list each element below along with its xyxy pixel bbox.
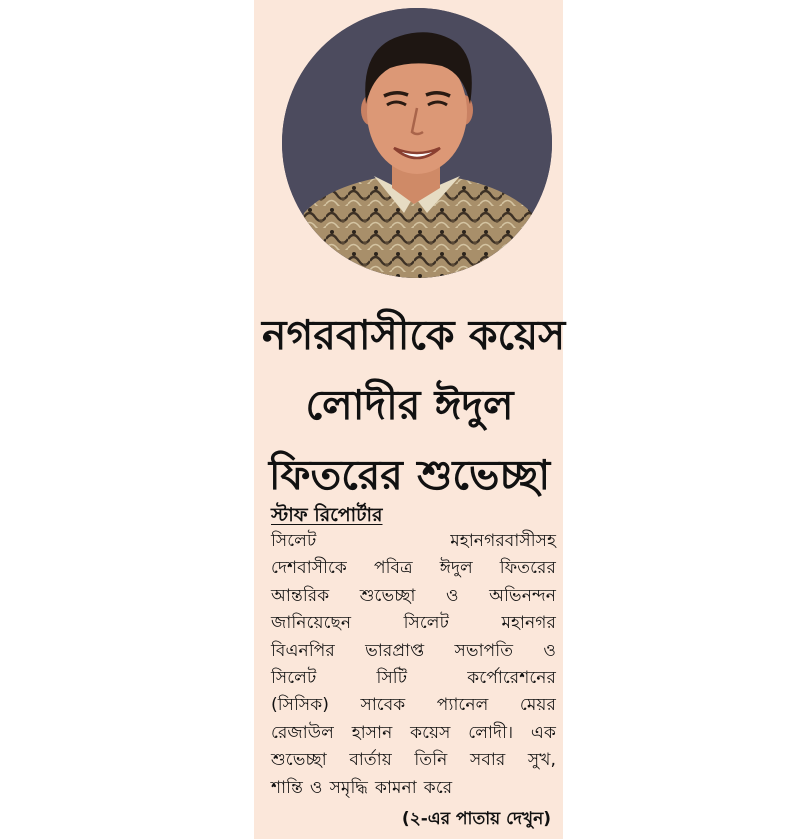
body-word: হাসান [351, 722, 393, 743]
body-word: কামনা [375, 777, 417, 798]
headline-line: লোদীর ঈদুল [305, 381, 514, 429]
body-word: সিটি [376, 667, 408, 688]
body-line [271, 610, 556, 637]
body-word: সাবেক [360, 695, 406, 716]
body-word: শুভেচ্ছা [271, 750, 327, 771]
body-line [271, 583, 556, 610]
body-word: লোদী। [468, 722, 514, 743]
headline-line: ফিতরের শুভেচ্ছা [268, 451, 551, 499]
headline [262, 300, 566, 510]
body-word: সুখ, [527, 750, 556, 771]
body-word: পবিত্র [373, 558, 413, 579]
body-word: বিএনপির [271, 640, 335, 661]
body-word: ফিতরের [499, 558, 556, 579]
continued-on-page-2: (২-এর পাতায় দেখুন) [401, 809, 551, 829]
body-word: শুভেচ্ছা [359, 585, 416, 606]
body-word: বার্তায় [349, 750, 392, 771]
body-line [271, 555, 556, 582]
article-body [271, 528, 556, 802]
body-word: সিলেট [271, 667, 317, 688]
body-word: শান্তি [271, 777, 303, 798]
body-word: কর্পোরেশনের [467, 667, 556, 688]
body-word: (সিসিক) [271, 695, 329, 716]
body-word: সভাপতি [454, 640, 514, 661]
body-word: দেশবাসীকে [271, 558, 347, 579]
body-word: রেজাউল [271, 722, 334, 743]
body-word: ও [309, 777, 323, 798]
body-word: ঈদুল [439, 558, 473, 579]
byline: স্টাফ রিপোর্টার [271, 504, 383, 526]
body-word: মহানগর [501, 613, 556, 634]
body-word: অভিনন্দন [489, 585, 556, 606]
portrait-illustration [282, 8, 552, 278]
body-word: এক [530, 722, 556, 743]
body-word: সবার [469, 750, 506, 771]
body-word: কয়েস [410, 722, 451, 743]
body-word: তিনি [414, 750, 448, 771]
body-word: ও [543, 640, 556, 661]
body-word: প্যানেল [436, 695, 489, 716]
body-word: আন্তরিক [271, 585, 330, 606]
body-line [271, 692, 556, 719]
body-word: সিলেট [403, 613, 449, 634]
body-line [271, 775, 556, 802]
body-word: মহানগরবাসীসহ [450, 531, 556, 551]
body-line [271, 638, 556, 665]
body-word: জানিয়েছেন [271, 613, 352, 634]
body-word: করে [423, 777, 453, 798]
body-line [271, 665, 556, 692]
body-word: ভারপ্রাপ্ত [365, 640, 425, 661]
body-line [271, 528, 556, 555]
body-word: সমৃদ্ধি [329, 777, 368, 798]
portrait-photo [282, 8, 552, 278]
headline-line: নগরবাসীকে কয়েস [262, 311, 566, 359]
body-word: ও [445, 585, 459, 606]
body-line [271, 747, 556, 774]
body-word: সিলেট [271, 531, 317, 551]
body-line [271, 720, 556, 747]
body-word: মেয়র [519, 695, 556, 716]
